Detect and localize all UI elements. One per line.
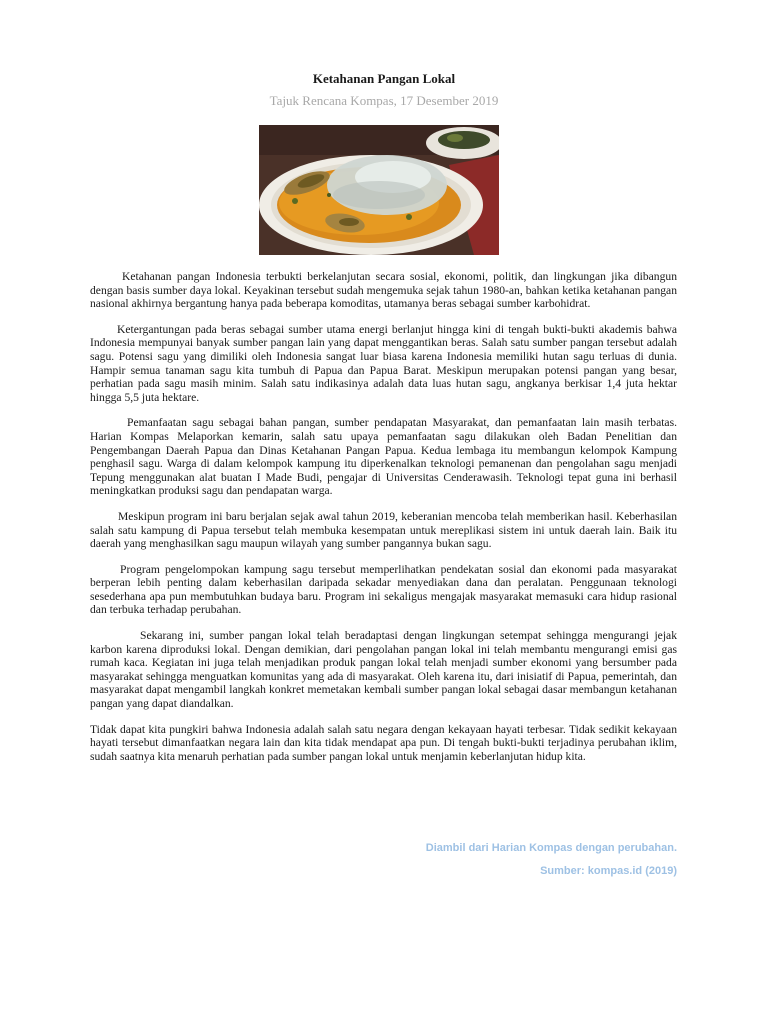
paragraph: Sekarang ini, sumber pangan lokal telah beradaptasi dengan lingkungan setempat sehingga mengurangi jejak karbon karena diproduksi lokal. Dengan demikian, dari pengolahan pangan lokal ini telah membantu mengurangi emisi gas rumah kaca. Kegiatan ini juga telah menjadikan produk pangan lokal telah menjadi sumber ekonomi yang bersumber pada masyarakat sehingga menguatkan komunitas yang ada di masyarakat. Oleh karena itu, dari inisiatif di Papua, pemerintah, dan masyarakat dapat mengambil langkah konkret memetakan kembali sumber pangan lokal sebagai dasar membangun ketahanan pangan yang dapat diandalkan.: [90, 629, 677, 711]
source-citation: Sumber: kompas.id (2019): [540, 865, 677, 877]
paragraph: Ketergantungan pada beras sebagai sumber utama energi berlanjut hingga kini di tengah bukti-bukti akademis bahwa Indonesia mempunyai banyak sumber pangan lain yang dapat menggantikan beras. Salah satu sumber pangan tersebut adalah sagu. Potensi sagu yang dimiliki oleh Indonesia sangat luar biasa karena Indonesia memiliki hutan sagu terluas di dunia. Hampir semua tanaman sagu kita tumbuh di Papua dan Papua Barat. Meskipun merupakan potensi pangan yang besar, perhatian pada sagu masih minim. Salah satu indikasinya adalah data luas hutan sagu, angkanya berkisar 1,4 juta hektar hingga 5,5 juta hektare.: [90, 322, 677, 404]
papeda-photo: [259, 125, 499, 255]
paragraph: Tidak dapat kita pungkiri bahwa Indonesia adalah salah satu negara dengan kekayaan hayati terbesar. Tidak sedikit kekayaan hayati tersebut dimanfaatkan negara lain dan kita tidak mendapat apa pun. Di tengah bukti-bukti terjadinya perubahan iklim, sudah saatnya kita menaruh perhatian pada sumber pangan lokal untuk menjamin keberlanjutan hidup kita.: [90, 722, 677, 763]
paragraph: Pemanfaatan sagu sebagai bahan pangan, sumber pendapatan Masyarakat, dan pemanfaatan lain masih terbatas. Harian Kompas Melaporkan kemarin, salah satu upaya pemanfaatan sagu dilakukan oleh Badan Penelitian dan Pengembangan Daerah Papua dan Dinas Ketahanan Pangan Papua. Kedua lembaga itu membangun kelompok Kampung penghasil sagu. Warga di dalam kelompok kampung itu diperkenalkan teknologi pemanenan dan pengolahan sagu menjadi Tepung menggunakan alat buatan I Made Budi, pengajar di Universitas Cenderawasih. Teknologi tepat guna ini berhasil meningkatkan produksi sagu dan pendapatan warga.: [90, 416, 677, 498]
article-title: Ketahanan Pangan Lokal: [312, 71, 456, 86]
paragraph: Program pengelompokan kampung sagu tersebut memperlihatkan pendekatan sosial dan ekonomi pada masyarakat berperan lebih penting dalam keberhasilan daripada sekadar menyediakan dana dan peralatan. Penggunaan teknologi sesederhana apa pun membutuhkan budaya baru. Program ini sekaligus mengajak masyarakat memasuki cara hidup rasional dan terbuka terhadap perubahan.: [90, 562, 677, 617]
paragraph: Meskipun program ini baru berjalan sejak awal tahun 2019, keberanian mencoba telah memberikan hasil. Keberhasilan salah satu kampung di Papua tersebut telah membuka kesempatan untuk mereplikasi sistem ini untuk daerah lain. Baik itu daerah yang menghasilkan sagu maupun wilayah yang sumber pangannya bukan sagu.: [90, 509, 677, 551]
papeda-illustration: [259, 125, 499, 255]
source-note: Diambil dari Harian Kompas dengan perubahan.: [425, 842, 677, 854]
article-body: [90, 270, 677, 775]
paragraph: Ketahanan pangan Indonesia terbukti berkelanjutan secara sosial, ekonomi, politik, dan lingkungan jika dibangun dengan basis sumber daya lokal. Keyakinan tersebut sudah mengemuka sejak tahun 1980-an, bahkan ketika ketahanan pangan nasional akhirnya bergantung hanya pada beberapa komoditas, utamanya beras sebagai sumber karbohidrat.: [90, 270, 677, 311]
article-subtitle: Tajuk Rencana Kompas, 17 Desember 2019: [269, 93, 499, 108]
